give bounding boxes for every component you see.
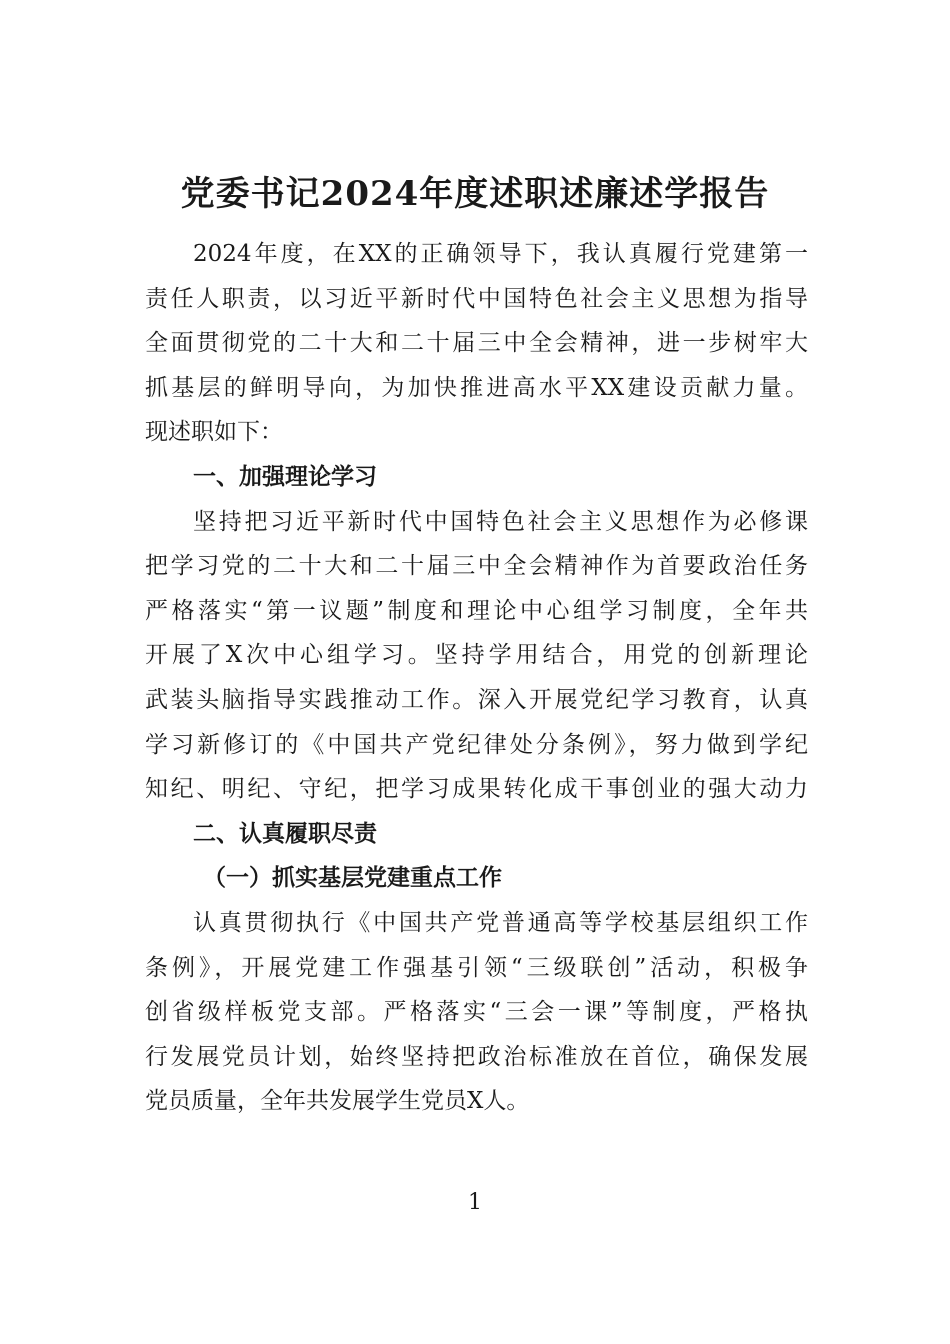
intro-paragraph: [145, 232, 808, 455]
subsection1-paragraph: [145, 901, 808, 1124]
paragraph-line: 党员质量，全年共发展学生党员X人。: [145, 1088, 530, 1115]
subsection-heading: （一）抓实基层党建重点工作: [203, 864, 502, 892]
paragraph-line: 开展了X次中心组学习。坚持学用结合，用党的创新理论: [145, 642, 808, 669]
paragraph-line: 学习新修订的《中国共产党纪律处分条例》，努力做到学纪: [145, 731, 808, 758]
section-heading: 二、认真履职尽责: [193, 820, 377, 847]
paragraph-line: 把学习党的二十大和二十届三中全会精神作为首要政治任务: [145, 553, 808, 580]
section-heading: 一、加强理论学习: [193, 463, 377, 490]
document-title: 党委书记2024年度述职述廉述学报告: [180, 174, 770, 214]
paragraph-line: 行发展党员计划，始终坚持把政治标准放在首位，确保发展: [145, 1043, 808, 1070]
paragraph-line: 认真贯彻执行《中国共产党普通高等学校基层组织工作: [193, 909, 808, 936]
section1-paragraph: [145, 500, 808, 812]
paragraph-line: 抓基层的鲜明导向，为加快推进高水平XX建设贡献力量。: [145, 374, 808, 401]
page-number: 1: [468, 1190, 482, 1215]
paragraph-line: 知纪、明纪、守纪，把学习成果转化成干事创业的强大动力: [145, 776, 808, 803]
paragraph-line: 2024年度，在XX的正确领导下，我认真履行党建第一: [193, 241, 808, 267]
paragraph-line: 坚持把习近平新时代中国特色社会主义思想作为必修课: [193, 508, 808, 535]
paragraph-line: 创省级样板党支部。严格落实“三会一课”等制度，严格执: [145, 999, 808, 1026]
paragraph-line: 责任人职责，以习近平新时代中国特色社会主义思想为指导: [145, 285, 808, 312]
paragraph-line: 严格落实“第一议题”制度和理论中心组学习制度，全年共: [145, 597, 808, 624]
paragraph-line: 条例》，开展党建工作强基引领“三级联创”活动，积极争: [145, 954, 808, 981]
document-body: [145, 232, 808, 1124]
paragraph-line: 武装头脑指导实践推动工作。深入开展党纪学习教育，认真: [145, 686, 808, 713]
paragraph-line: 全面贯彻党的二十大和二十届三中全会精神，进一步树牢大: [145, 330, 808, 357]
paragraph-line: 现述职如下：: [145, 419, 283, 446]
